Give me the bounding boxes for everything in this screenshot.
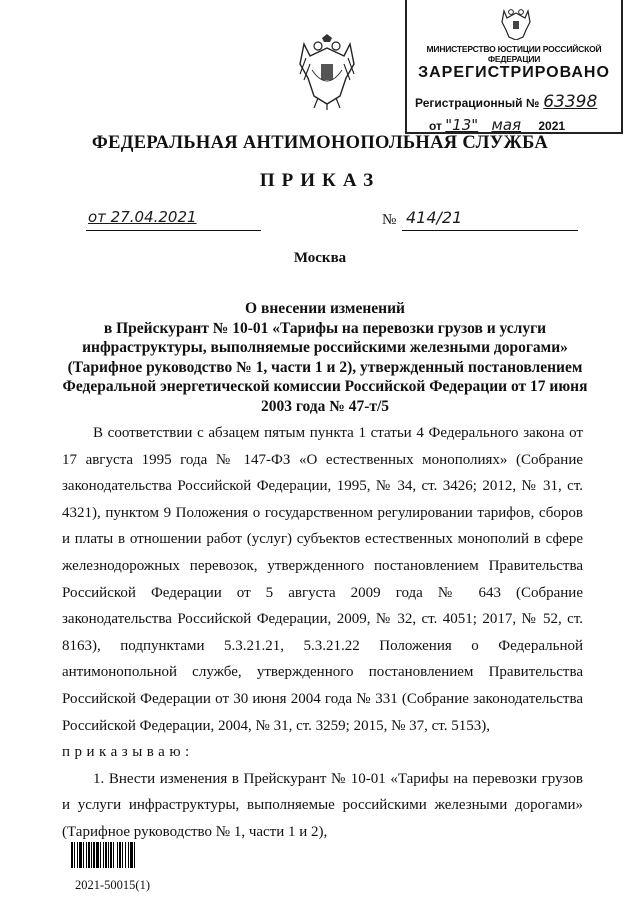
stamp-ministry: МИНИСТЕРСТВО ЮСТИЦИИ РОССИЙСКОЙ ФЕДЕРАЦИИ: [426, 44, 602, 64]
order-number: 414/21: [406, 208, 463, 227]
barcode-bar: [79, 842, 82, 868]
barcode-bar: [74, 842, 75, 868]
barcode: [71, 842, 164, 868]
stamp-reg-label: Регистрационный №: [415, 96, 540, 110]
city: Москва: [293, 250, 347, 266]
barcode-bar: [122, 842, 123, 868]
barcode-bar: [128, 842, 129, 868]
stamp-reg-number: 63398: [543, 92, 598, 112]
title-line: Федеральной энергетической комиссии Российской Федерации от 17 июня: [62, 378, 588, 395]
agency-name: ФЕДЕРАЛЬНАЯ АНТИМОНОПОЛЬНАЯ СЛУЖБА: [91, 133, 549, 153]
order-body: [62, 420, 583, 846]
title-line: О внесении изменений: [245, 300, 405, 317]
title-line: инфраструктуры, выполняемые российскими железными дорогами»: [82, 339, 568, 356]
barcode-bar: [77, 842, 78, 868]
barcode-bar: [117, 842, 118, 868]
order-date-line: [86, 206, 261, 231]
barcode-bar: [103, 842, 104, 868]
stamp-date-month: мая: [491, 116, 522, 134]
title-line: 2003 года № 47-т/5: [260, 397, 390, 415]
coat-of-arms-emblem: [296, 34, 358, 110]
barcode-bar: [93, 842, 95, 868]
order-number-label: №: [382, 212, 397, 228]
stamp-date-row: [429, 116, 565, 134]
barcode-bar: [113, 842, 114, 868]
barcode-bar: [91, 842, 92, 868]
item-1-paragraph: 1. Внести изменения в Прейскурант № 10-01 «Тарифы на перевозки грузов и услуги инфраструктуры, выполняемые российскими железными дорогами» (Тарифное руководство № 1, части 1 и 2),: [62, 770, 583, 840]
title-line: (Тарифное руководство № 1, части 1 и 2), утвержденный постановлением: [67, 358, 583, 376]
barcode-bar: [100, 842, 101, 868]
barcode-bar: [119, 842, 121, 868]
barcode-bar: [130, 842, 133, 868]
title-line: в Прейскурант № 10-01 «Тарифы на перевозки грузов и услуги: [103, 319, 547, 337]
barcode-bar: [71, 842, 73, 868]
barcode-bar: [105, 842, 107, 868]
document-type: ПРИКАЗ: [259, 170, 381, 191]
barcode-bar: [83, 842, 84, 868]
stamp-date-day: "13": [445, 116, 479, 134]
stamp-registered: ЗАРЕГИСТРИРОВАНО: [418, 64, 610, 81]
barcode-bar: [86, 842, 87, 868]
barcode-bar: [88, 842, 90, 868]
barcode-bar: [125, 842, 126, 868]
barcode-bar: [108, 842, 109, 868]
order-number-line: [402, 206, 578, 231]
preamble-paragraph: В соответствии с абзацем пятым пункта 1 статьи 4 Федерального закона от 17 августа 1995 года № 147-ФЗ «О естественных монополиях» (Собрание законодательства Российской Федерации, 1995, № 34, ст. 3426; 2012, № 31, ст. 4321), пунктом 9 Положения о государственном регулировании тарифов, сборов и платы в отношении работ (услуг) субъектов естественных монополий в сфере железнодорожных перевозок, утвержденного постановлением Правительства Российской Федерации от 5 августа 2009 года № 643 (Собрание законодательства Российской Федерации, 2009, № 32, ст. 4051; 2017, № 52, ст. 8163), подпунктами 5.3.21.21, 5.3.21.22 Положения о Федеральной антимонопольной службе, утвержденного постановлением Правительства Российской Федерации от 30 июня 2004 года № 331 (Собрание законодательства Российской Федерации, 2004, № 31, ст. 3259; 2015, № 37, ст. 5153),: [62, 425, 583, 734]
barcode-bar: [110, 842, 112, 868]
stamp-date-prefix: от: [429, 119, 442, 133]
stamp-emblem-icon: [499, 6, 533, 40]
order-word: приказываю:: [62, 744, 194, 761]
stamp-reg-number-row: [415, 92, 597, 112]
order-title: [60, 299, 590, 416]
stamp-date-year: 2021: [538, 119, 566, 133]
document-code: 2021-50015(1): [75, 878, 150, 892]
order-date: от 27.04.2021: [88, 208, 197, 226]
registration-stamp: [405, 0, 623, 134]
barcode-bar: [134, 842, 135, 868]
barcode-bar: [96, 842, 99, 868]
